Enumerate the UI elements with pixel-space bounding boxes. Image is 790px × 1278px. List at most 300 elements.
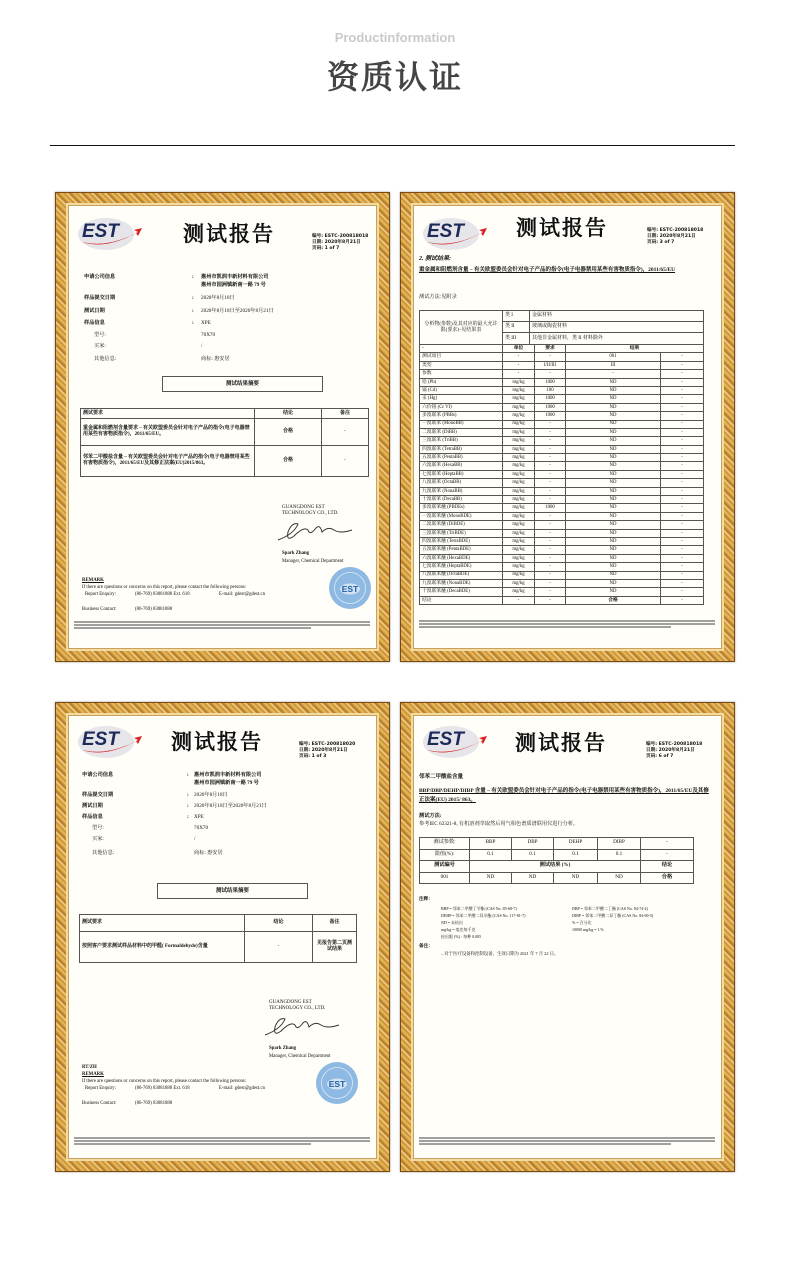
result-001: ND	[566, 437, 661, 445]
requirement: -	[535, 470, 566, 478]
report-meta	[647, 228, 703, 246]
certificate-page-6	[411, 713, 724, 1161]
requirement: -	[535, 454, 566, 462]
analyte: 五溴联苯 (PentaBB)	[420, 454, 503, 462]
signature	[261, 1013, 341, 1041]
unit: mg/kg	[503, 412, 535, 420]
report-meta	[646, 742, 702, 760]
unit: mg/kg	[503, 487, 535, 495]
cell: ND	[470, 872, 512, 884]
requirement: -	[535, 496, 566, 504]
result-extra: -	[661, 588, 704, 596]
unit: mg/kg	[503, 395, 535, 403]
info-value: 惠州市凯润丰新材料有限公司	[194, 772, 262, 778]
info-label: 申请公司信息	[84, 274, 116, 280]
table-header: 测试要求	[80, 915, 245, 932]
business-contact-phone: (86-769) 83081888	[135, 607, 173, 612]
analyte: 一溴联苯醚 (MonoBDE)	[420, 512, 503, 520]
analyte: 测试项目	[420, 353, 503, 361]
table-row	[420, 454, 704, 462]
analyte: 七溴联苯醚 (HeptaBDE)	[420, 563, 503, 571]
requirement: -	[535, 420, 566, 428]
info-label: 其他信息:	[92, 850, 115, 856]
certificate-page-3	[411, 203, 724, 651]
unit: mg/kg	[503, 479, 535, 487]
result-001: ND	[566, 512, 661, 520]
result-001: ND	[566, 428, 661, 436]
unit: -	[503, 361, 535, 369]
info-label: 样品信息	[84, 320, 105, 326]
result-001: ND	[566, 554, 661, 562]
table-row	[420, 428, 704, 436]
page-number: 页码: 6 of 7	[646, 754, 674, 759]
result-001: ND	[566, 571, 661, 579]
est-logo	[76, 210, 142, 252]
signer-name: Spark Zhang	[282, 551, 310, 556]
est-logo	[76, 718, 142, 760]
unit: mg/kg	[503, 588, 535, 596]
result-extra: -	[661, 546, 704, 554]
enquiry-phone: (86-769) 83081888 Ext. 618	[135, 592, 190, 597]
table-row	[420, 370, 704, 378]
analyte: 一溴联苯 (MonoBB)	[420, 420, 503, 428]
class-table	[419, 310, 704, 345]
stamp-text: EST	[341, 584, 359, 594]
table-row	[81, 419, 369, 446]
info-label: 买家:	[92, 836, 104, 842]
result-extra: -	[661, 445, 704, 453]
cell: 0.1	[512, 849, 554, 861]
cell: -	[641, 849, 694, 861]
analyte: 十溴联苯醚 (DecaBDE)	[420, 588, 503, 596]
summary-table	[79, 914, 357, 963]
cell: 0.1	[554, 849, 598, 861]
result-001: ND	[566, 504, 661, 512]
analyte: 九溴联苯醚 (NonaBDE)	[420, 579, 503, 587]
info-value-address: 惠州市园洲镇新南一路 79 号	[201, 282, 266, 288]
company-name-line: TECHNOLOGY CO., LTD.	[282, 511, 339, 516]
info-colon: :	[187, 814, 189, 820]
notes-title: 注释：	[419, 896, 433, 901]
report-title: 测试报告	[515, 731, 607, 755]
table-row	[420, 403, 704, 411]
requirement: -	[535, 529, 566, 537]
note-line: DIBP = 邻苯二甲酸二异丁酯 (CAS No. 84-69-5)	[572, 913, 654, 918]
unit: mg/kg	[503, 496, 535, 504]
requirement: -	[535, 462, 566, 470]
result-extra: -	[661, 579, 704, 587]
page-number: 页码: 1 of 3	[299, 754, 327, 759]
info-label: 测试日期	[82, 803, 103, 809]
section-heading: 邻苯二甲酸盐含量	[419, 774, 464, 780]
analyte: 六价铬 (Cr VI)	[420, 403, 503, 411]
requirement: -	[535, 353, 566, 361]
unit: mg/kg	[503, 420, 535, 428]
info-colon: :	[187, 792, 189, 798]
info-value: 商标: 惠安居	[194, 850, 223, 856]
result-001: ND	[566, 521, 661, 529]
result-001: ND	[566, 378, 661, 386]
official-stamp-icon	[315, 1061, 359, 1105]
result-extra: -	[661, 403, 704, 411]
result-001: ND	[566, 454, 661, 462]
est-logo	[421, 718, 487, 760]
conclusion: 合格	[255, 446, 322, 477]
requirement: -	[535, 428, 566, 436]
result-extra: -	[661, 361, 704, 369]
cell: 测试参数:	[420, 838, 470, 850]
table-row	[420, 361, 704, 369]
analyte: 六溴联苯 (HexaBB)	[420, 462, 503, 470]
certificate-page-formaldehyde	[66, 713, 379, 1161]
result-extra: -	[661, 504, 704, 512]
requirement: -	[535, 537, 566, 545]
signer-title: Manager, Chemical Department	[269, 1054, 331, 1059]
conclusion: 合格	[255, 419, 322, 446]
report-number: 编号: ESTC-200818018	[312, 234, 369, 239]
table-header: 单位	[503, 345, 535, 353]
table-row	[420, 420, 704, 428]
info-label: 申请公司信息	[82, 772, 114, 778]
table-header: 结论	[245, 915, 313, 932]
info-colon: :	[187, 772, 189, 778]
logo-text: EST	[82, 729, 119, 750]
table-header: 备注	[322, 409, 369, 419]
requirement: 按照客户要求测试样品材料中的甲醛( Formaldehyde)含量	[80, 932, 245, 963]
table-row	[420, 412, 704, 420]
signer-name: Spark Zhang	[269, 1046, 297, 1051]
result-001: ND	[566, 588, 661, 596]
class-desc: 玻璃或陶瓷材料	[530, 322, 704, 333]
table-row	[420, 521, 704, 529]
result-extra: -	[661, 479, 704, 487]
unit: -	[503, 370, 535, 378]
analyte: 六溴联苯醚 (HexaBDE)	[420, 554, 503, 562]
report-number: 编号: ESTC-200818020	[299, 742, 356, 747]
result-001: ND	[566, 386, 661, 394]
info-label: 买家:	[94, 343, 106, 349]
info-value: 70X70	[194, 825, 209, 831]
requirement: I/II/III	[535, 361, 566, 369]
class-desc: 金属材料	[530, 311, 704, 322]
analyte: 多溴联苯 (PBBs)	[420, 412, 503, 420]
table-row	[420, 554, 704, 562]
note-line: BBP = 邻苯二甲酸丁苄酯 (CAS No. 85-68-7)	[441, 906, 517, 911]
table-row	[420, 537, 704, 545]
info-colon: :	[187, 803, 189, 809]
table-header: 要求	[535, 345, 566, 353]
table-row	[420, 496, 704, 504]
result-extra: -	[661, 470, 704, 478]
result-extra: -	[661, 529, 704, 537]
info-value-address: 惠州市园洲镇新南一路 79 号	[194, 780, 259, 786]
note-line: % = 百分比	[572, 920, 592, 925]
note-line: 10000 mg/kg = 1 %	[572, 927, 604, 932]
requirement: -	[535, 554, 566, 562]
summary-title: 测试结果摘要	[157, 883, 308, 899]
unit: mg/kg	[503, 454, 535, 462]
cell: -	[641, 838, 694, 850]
cell: 测试编号	[420, 861, 470, 873]
test-method-reference: 参考IEC 62321-8, 有机溶剂萃取然后用气相色谱质谱联用仪进行分析。	[419, 821, 579, 827]
table-row	[420, 479, 704, 487]
business-contact-label: Business Contact:	[82, 1101, 117, 1106]
cell: ND	[512, 872, 554, 884]
requirement: -	[535, 546, 566, 554]
info-label: 样品信息	[82, 814, 103, 820]
class-id: 类 II	[503, 322, 530, 333]
enquiry-email: E-mail: gdest@gdest.cn	[219, 1086, 265, 1091]
info-colon: :	[192, 295, 194, 301]
cell: 结论	[641, 861, 694, 873]
report-number: 编号: ESTC-200818018	[647, 228, 704, 233]
report-title: 测试报告	[183, 222, 275, 246]
cell: 0.1	[470, 849, 512, 861]
remark: -	[322, 446, 369, 477]
info-value: 商标: 惠安居	[201, 356, 230, 362]
cell: DBP	[512, 838, 554, 850]
business-contact-phone: (86-769) 83081888	[135, 1101, 173, 1106]
table-header: -	[420, 345, 503, 353]
report-number: 编号: ESTC-200818018	[646, 742, 703, 747]
certificate-frame-3	[55, 702, 390, 1172]
unit: mg/kg	[503, 529, 535, 537]
requirement: 1000	[535, 412, 566, 420]
section-subtitle: Productinformation	[334, 30, 456, 45]
cell: DEHP	[554, 838, 598, 850]
table-header: 结论	[255, 409, 322, 419]
conclusion: -	[245, 932, 313, 963]
result-extra: -	[661, 353, 704, 361]
info-value: XPE	[201, 320, 211, 326]
table-row	[420, 470, 704, 478]
result-001: ND	[566, 420, 661, 428]
requirement: -	[535, 437, 566, 445]
table-row	[420, 546, 704, 554]
result-extra: -	[661, 596, 704, 604]
note-line: mg/kg = 毫克每千克	[441, 927, 476, 932]
report-title: 测试报告	[516, 216, 608, 240]
result-extra: -	[661, 386, 704, 394]
info-label: 型号:	[94, 332, 106, 338]
unit: mg/kg	[503, 378, 535, 386]
requirement: -	[535, 571, 566, 579]
cell: DIBP	[598, 838, 641, 850]
analyte: 铅 (Pb)	[420, 378, 503, 386]
table-header: 测试要求	[81, 409, 255, 419]
result-001: ND	[566, 412, 661, 420]
table-row	[420, 353, 704, 361]
analyte: 多溴联苯醚 (PBDEs)	[420, 504, 503, 512]
analyte: 镉 (Cd)	[420, 386, 503, 394]
result-001: 合格	[566, 596, 661, 604]
result-001: -	[566, 370, 661, 378]
unit: mg/kg	[503, 462, 535, 470]
remark-text: – 对于医疗设备和控制设备，生效日期为 2021 年 7 月 22 日。	[441, 951, 559, 956]
table-row	[420, 378, 704, 386]
info-value: /	[201, 343, 203, 349]
cell: 限值(%):	[420, 849, 470, 861]
requirement: -	[535, 445, 566, 453]
requirement: 100	[535, 386, 566, 394]
result-extra: -	[661, 437, 704, 445]
requirement: -	[535, 512, 566, 520]
stamp-text: EST	[328, 1079, 346, 1089]
requirement: -	[535, 521, 566, 529]
table-row	[420, 445, 704, 453]
cell: 合格	[641, 872, 694, 884]
phthalate-table	[419, 837, 694, 884]
result-extra: -	[661, 563, 704, 571]
info-colon: :	[192, 308, 194, 314]
report-date: 日期: 2020年8月21日	[312, 240, 361, 245]
unit: mg/kg	[503, 521, 535, 529]
cell: 0.1	[598, 849, 641, 861]
test-heading: 重金属和阻燃剂含量 – 有关欧盟委员会针对电子产品的指令(电子电器禁用某些有害物质指令)，2011/65/EU	[419, 267, 676, 273]
info-value: 2020年8月18日	[201, 295, 235, 301]
unit: mg/kg	[503, 445, 535, 453]
section-title: 资质认证	[326, 58, 463, 96]
analyte: 四溴联苯醚 (TetraBDE)	[420, 537, 503, 545]
unit: mg/kg	[503, 437, 535, 445]
table-row	[81, 446, 369, 477]
requirement: 邻苯二甲酸盐含量 – 有关欧盟委员会针对电子产品的指令(电子电器禁用某些有害物质指令)，2011/65/EU及其修正法案(EU)2015/863。	[81, 446, 255, 477]
requirement: 1000	[535, 504, 566, 512]
requirement: -	[535, 579, 566, 587]
note-line: ND = 未检出	[441, 920, 464, 925]
class-id: 类 III	[503, 333, 530, 345]
table-row	[420, 588, 704, 596]
result-001: ND	[566, 479, 661, 487]
official-stamp-icon	[328, 566, 372, 610]
result-extra: -	[661, 428, 704, 436]
report-meta	[299, 742, 355, 760]
class-desc: 其他非金属材料，类 II 材料除外	[530, 333, 704, 345]
table-row	[420, 529, 704, 537]
info-label: 样品提交日期	[84, 295, 116, 301]
results-table	[419, 344, 704, 605]
enquiry-label: Report Enquiry:	[85, 592, 117, 597]
result-extra: -	[661, 571, 704, 579]
analyte: 结论	[420, 596, 503, 604]
analyte: 二溴联苯 (DiBB)	[420, 428, 503, 436]
business-contact-label: Business Contact:	[82, 607, 117, 612]
table-row	[420, 571, 704, 579]
result-001: ND	[566, 529, 661, 537]
result-extra: -	[661, 496, 704, 504]
test-method: 测试方法:见附录	[419, 294, 457, 300]
class-id: 类 I	[503, 311, 530, 322]
unit: mg/kg	[503, 470, 535, 478]
result-extra: -	[661, 554, 704, 562]
remark: -	[322, 419, 369, 446]
result-001: ND	[566, 470, 661, 478]
result-001: ND	[566, 579, 661, 587]
unit: mg/kg	[503, 403, 535, 411]
analyte: 七溴联苯 (HeptaBB)	[420, 470, 503, 478]
result-001: ND	[566, 546, 661, 554]
analyte: 八溴联苯 (OctaBB)	[420, 479, 503, 487]
table-row	[420, 596, 704, 604]
cell: ND	[598, 872, 641, 884]
result-001: ND	[566, 487, 661, 495]
unit: mg/kg	[503, 537, 535, 545]
requirement: -	[535, 588, 566, 596]
analyte: 五溴联苯醚 (PentaBDE)	[420, 546, 503, 554]
unit: mg/kg	[503, 563, 535, 571]
report-date: 日期: 2020年8月21日	[647, 234, 696, 239]
unit: mg/kg	[503, 428, 535, 436]
table-row	[420, 462, 704, 470]
certificate-page-1	[66, 203, 379, 651]
unit: mg/kg	[503, 571, 535, 579]
note-line: DBP = 邻苯二甲酸二丁酯 (CAS No. 84-74-2)	[572, 906, 648, 911]
requirement: -	[535, 479, 566, 487]
requirement: 1000	[535, 403, 566, 411]
cell: ND	[554, 872, 598, 884]
table-row	[420, 395, 704, 403]
unit: mg/kg	[503, 386, 535, 394]
result-extra: -	[661, 395, 704, 403]
enquiry-label: Report Enquiry:	[85, 1086, 117, 1091]
result-001: ND	[566, 403, 661, 411]
analyte: 三溴联苯 (TriBB)	[420, 437, 503, 445]
test-heading: BBP/DBP/DEHP/DIBP 含量 – 有关欧盟委员会针对电子产品的指令(电子电器禁用某些有害物质指令)，2011/65/EU及其修正法案(EU) 2015/ 863。	[419, 788, 709, 803]
result-001: ND	[566, 462, 661, 470]
info-colon: :	[192, 274, 194, 280]
result-001: ND	[566, 537, 661, 545]
result-extra: -	[661, 462, 704, 470]
info-value: 70X70	[201, 332, 216, 338]
info-label: 型号:	[92, 825, 104, 831]
result-extra: -	[661, 378, 704, 386]
requirement: -	[535, 487, 566, 495]
result-extra: -	[661, 370, 704, 378]
section-heading: 2. 测试结果:	[419, 256, 451, 262]
analyte: 汞 (Hg)	[420, 395, 503, 403]
result-extra: -	[661, 512, 704, 520]
analyte: 类型	[420, 361, 503, 369]
table-row	[420, 512, 704, 520]
table-row	[420, 504, 704, 512]
signer-title: Manager, Chemical Department	[282, 559, 344, 564]
analyte: 三溴联苯醚 (TriBDE)	[420, 529, 503, 537]
analyte: 九溴联苯 (NonaBB)	[420, 487, 503, 495]
unit: mg/kg	[503, 504, 535, 512]
page-number: 页码: 3 of 7	[647, 240, 675, 245]
cell: 测试结果 (%)	[470, 861, 641, 873]
note-line: DEHP = 邻苯二甲酸二异辛酯 (CAS No. 117-81-7)	[441, 913, 526, 918]
result-001: ND	[566, 395, 661, 403]
info-value: /	[194, 836, 196, 842]
requirement: -	[535, 596, 566, 604]
est-logo	[421, 210, 487, 252]
info-value: 2020年8月18日至2020年8月21日	[194, 803, 267, 809]
table-header: 结果	[566, 345, 704, 353]
certificate-frame-4	[400, 702, 735, 1172]
result-extra: -	[661, 537, 704, 545]
result-001: III	[566, 361, 661, 369]
unit: mg/kg	[503, 546, 535, 554]
result-001: 001	[566, 353, 661, 361]
result-extra: -	[661, 521, 704, 529]
page-number: 页码: 1 of 7	[312, 246, 340, 251]
summary-table	[80, 408, 369, 477]
company-name-line: TECHNOLOGY CO., LTD.	[269, 1006, 326, 1011]
reference-code: RT/ZH	[82, 1065, 97, 1070]
info-label: 其他信息:	[94, 356, 117, 362]
result-extra: -	[661, 487, 704, 495]
